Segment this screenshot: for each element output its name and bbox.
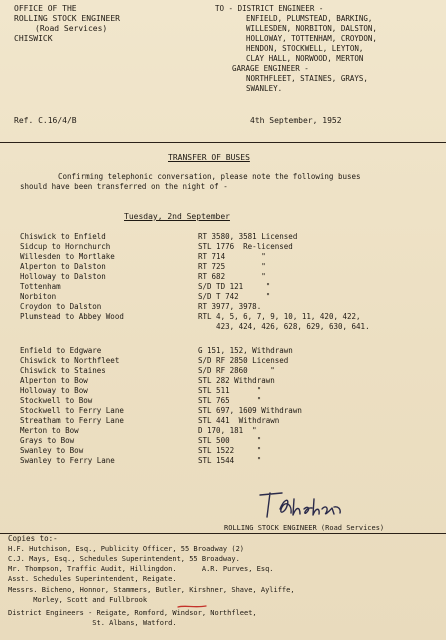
reference-number: Ref. C.16/4/B bbox=[14, 116, 77, 125]
transfer-row bbox=[20, 426, 446, 436]
transfer-route: Chiswick to Northfleet bbox=[20, 356, 120, 365]
transfer-route: Grays to Bow bbox=[20, 436, 75, 445]
transfer-row bbox=[20, 312, 446, 322]
to-line: WILLESDEN, NORBITON, DALSTON, bbox=[246, 24, 377, 33]
transfer-route: Holloway to Dalston bbox=[20, 272, 106, 281]
transfer-buses: G 151, 152, Withdrawn bbox=[198, 346, 293, 355]
transfer-row bbox=[20, 322, 446, 332]
transfer-route: Swanley to Bow bbox=[20, 446, 84, 455]
transfer-row bbox=[20, 456, 446, 466]
transfer-row bbox=[20, 376, 446, 386]
to-line: NORTHFLEET, STAINES, GRAYS, bbox=[246, 74, 368, 83]
transfer-route: Swanley to Ferry Lane bbox=[20, 456, 115, 465]
transfer-buses: STL 1522 " bbox=[198, 446, 262, 455]
transfer-route: Alperton to Bow bbox=[20, 376, 88, 385]
to-line: GARAGE ENGINEER - bbox=[232, 64, 309, 73]
transfer-row bbox=[20, 302, 446, 312]
to-line: ENFIELD, PLUMSTEAD, BARKING, bbox=[246, 14, 373, 23]
transfer-buses: D 170, 181 " bbox=[198, 426, 257, 435]
red-pen-underline bbox=[177, 604, 207, 609]
transfer-row bbox=[20, 346, 446, 356]
intro-line: should have been transferred on the night of - bbox=[20, 182, 228, 191]
transfer-row bbox=[20, 386, 446, 396]
transfer-row bbox=[20, 242, 446, 252]
transfer-route: Stockwell to Bow bbox=[20, 396, 93, 405]
transfer-route: Norbiton bbox=[20, 292, 57, 301]
copies-line: St. Albans, Watford. bbox=[8, 619, 177, 627]
transfer-buses: RTL 4, 5, 6, 7, 9, 10, 11, 420, 422, bbox=[198, 312, 361, 321]
to-line: TO - DISTRICT ENGINEER - bbox=[215, 4, 324, 13]
transfer-buses: S/D RF 2860 " bbox=[198, 366, 275, 375]
transfer-row bbox=[20, 262, 446, 272]
copies-line: H.F. Hutchison, Esq., Publicity Officer, 55 Broadway (2) bbox=[8, 545, 245, 553]
transfer-route: Merton to Bow bbox=[20, 426, 79, 435]
transfer-row bbox=[20, 366, 446, 376]
copies-line: Messrs. Bicheno, Honnor, Stammers, Butler, Kirshner, Shave, Ayliffe, bbox=[8, 586, 295, 594]
transfer-row bbox=[20, 436, 446, 446]
footer-rule bbox=[0, 533, 446, 534]
transfer-route: Alperton to Dalston bbox=[20, 262, 106, 271]
copies-line: Asst. Schedules Superintendent, Reigate. bbox=[8, 575, 177, 583]
transfer-route: Chiswick to Enfield bbox=[20, 232, 106, 241]
transfer-row bbox=[20, 356, 446, 366]
copies-line: Mr. Thompson, Traffic Audit, Hillingdon. A.R. Purves, Esq. bbox=[8, 565, 274, 573]
transfer-row bbox=[20, 396, 446, 406]
transfer-row bbox=[20, 292, 446, 302]
handwritten-signature bbox=[256, 487, 344, 523]
transfer-route: Holloway to Bow bbox=[20, 386, 88, 395]
from-line: (Road Services) bbox=[35, 24, 108, 33]
transfer-buses: STL 511 " bbox=[198, 386, 262, 395]
to-line: HENDON, STOCKWELL, LEYTON, bbox=[246, 44, 364, 53]
transfer-buses: RT 3977, 3978. bbox=[198, 302, 262, 311]
transfer-row bbox=[20, 406, 446, 416]
transfer-buses: STL 441 Withdrawn bbox=[198, 416, 280, 425]
to-line: HOLLOWAY, TOTTENHAM, CROYDON, bbox=[246, 34, 377, 43]
transfer-buses: 423, 424, 426, 628, 629, 630, 641. bbox=[198, 322, 370, 331]
transfer-route: Chiswick to Staines bbox=[20, 366, 106, 375]
copies-line: Morley, Scott and Fullbrook bbox=[8, 596, 148, 604]
transfer-route: Stockwell to Ferry Lane bbox=[20, 406, 124, 415]
header-rule bbox=[0, 142, 446, 143]
transfer-buses: STL 282 Withdrawn bbox=[198, 376, 275, 385]
transfer-buses: S/D TD 121 " bbox=[198, 282, 271, 291]
copies-line: C.J. Mays, Esq., Schedules Superintendent, 55 Broadway. bbox=[8, 555, 240, 563]
transfer-row bbox=[20, 282, 446, 292]
transfer-route: Tottenham bbox=[20, 282, 61, 291]
transfer-route: Croydon to Dalston bbox=[20, 302, 102, 311]
day-heading: Tuesday, 2nd September bbox=[124, 212, 230, 221]
copies-heading: Copies to:- bbox=[8, 534, 58, 543]
from-line: OFFICE OF THE bbox=[14, 4, 77, 13]
transfer-buses: RT 3580, 3581 Licensed bbox=[198, 232, 298, 241]
transfer-buses: STL 697, 1609 Withdrawn bbox=[198, 406, 302, 415]
transfer-buses: RT 725 " bbox=[198, 262, 266, 271]
to-line: CLAY HALL, NORWOOD, MERTON bbox=[246, 54, 364, 63]
transfer-row bbox=[20, 272, 446, 282]
signature-title: ROLLING STOCK ENGINEER (Road Services) bbox=[224, 524, 385, 532]
transfer-buses: S/D RF 2850 Licensed bbox=[198, 356, 289, 365]
memo-date: 4th September, 1952 bbox=[250, 116, 342, 125]
transfer-row bbox=[20, 416, 446, 426]
subject-heading: TRANSFER OF BUSES bbox=[168, 153, 250, 162]
copies-line: District Engineers - Reigate, Romford, Windsor, Northfleet, bbox=[8, 609, 257, 617]
transfer-route: Enfield to Edgware bbox=[20, 346, 102, 355]
transfer-route: Plumstead to Abbey Wood bbox=[20, 312, 124, 321]
transfer-buses: RT 682 " bbox=[198, 272, 266, 281]
transfer-route: Willesden to Mortlake bbox=[20, 252, 115, 261]
to-line: SWANLEY. bbox=[246, 84, 283, 93]
transfer-route: Sidcup to Hornchurch bbox=[20, 242, 111, 251]
intro-line: Confirming telephonic conversation, please note the following buses bbox=[58, 172, 361, 181]
transfer-row bbox=[20, 446, 446, 456]
from-line: ROLLING STOCK ENGINEER bbox=[14, 14, 120, 23]
transfer-buses: STL 500 " bbox=[198, 436, 262, 445]
transfer-row bbox=[20, 232, 446, 242]
transfer-buses: STL 765 " bbox=[198, 396, 262, 405]
transfer-route: Streatham to Ferry Lane bbox=[20, 416, 124, 425]
transfer-buses: STL 1776 Re-licensed bbox=[198, 242, 293, 251]
from-line: CHISWICK bbox=[14, 34, 53, 43]
transfer-buses: S/D T 742 " bbox=[198, 292, 271, 301]
transfer-buses: STL 1544 " bbox=[198, 456, 262, 465]
transfer-row bbox=[20, 252, 446, 262]
transfer-buses: RT 714 " bbox=[198, 252, 266, 261]
